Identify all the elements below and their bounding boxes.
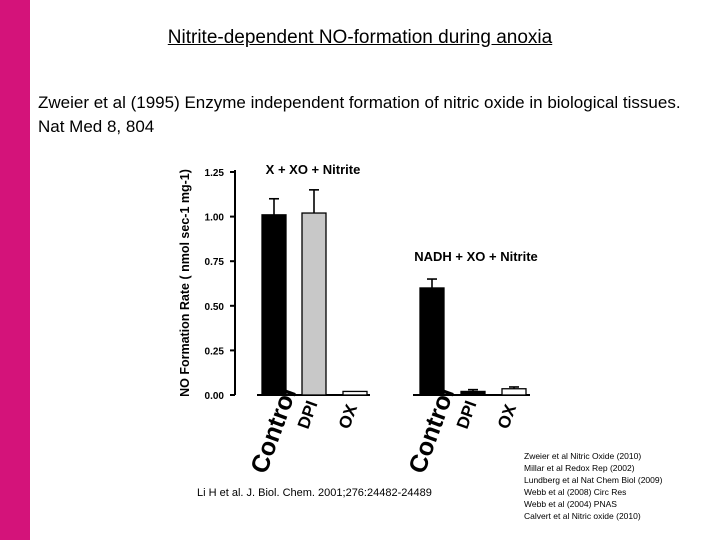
category-label: Control: [403, 383, 461, 478]
bar: [262, 215, 286, 395]
reference-item: Zweier et al Nitric Oxide (2010): [524, 451, 642, 461]
y-tick-label: 1.00: [204, 212, 224, 224]
category-label: DPI: [293, 398, 322, 432]
chart-labels: [245, 162, 537, 477]
category-label: OX: [493, 401, 521, 432]
reference-list: [524, 450, 662, 522]
bar: [461, 391, 485, 395]
bar: [420, 288, 444, 395]
bar: [502, 389, 526, 395]
category-label: OX: [334, 401, 362, 432]
reference-item: Calvert et al Nitric oxide (2010): [524, 511, 641, 521]
bar: [343, 391, 367, 395]
reference-item: Webb et al (2008) Circ Res: [524, 487, 627, 497]
bar: [302, 213, 326, 395]
group-label: NADH + XO + Nitrite: [414, 249, 538, 264]
y-tick-label: 0.75: [204, 257, 224, 269]
category-label: DPI: [452, 398, 481, 432]
reference-item: Lundberg et al Nat Chem Biol (2009): [524, 475, 663, 485]
y-axis-label: NO Formation Rate ( nmol sec-1 mg-1): [178, 169, 192, 397]
chart-bars: [262, 190, 526, 395]
group-label: X + XO + Nitrite: [265, 162, 361, 177]
y-tick-label: 0.25: [204, 346, 224, 358]
citation-text: Zweier et al (1995) Enzyme independent formation of nitric oxide in biological tissues. Nat Med 8, 804: [38, 93, 681, 136]
category-label: Control: [245, 383, 303, 478]
y-tick-label: 0.50: [204, 301, 224, 313]
reference-item: Webb et al (2004) PNAS: [524, 499, 617, 509]
slide-title: Nitrite-dependent NO-formation during anoxia: [167, 27, 553, 48]
y-tick-label: 1.25: [204, 168, 224, 179]
y-tick-label: 0.00: [204, 391, 224, 402]
chart-axes: [178, 168, 530, 402]
source-citation: Li H et al. J. Biol. Chem. 2001;276:24482-24489: [197, 487, 432, 499]
reference-item: Millar et al Redox Rep (2002): [524, 463, 635, 473]
